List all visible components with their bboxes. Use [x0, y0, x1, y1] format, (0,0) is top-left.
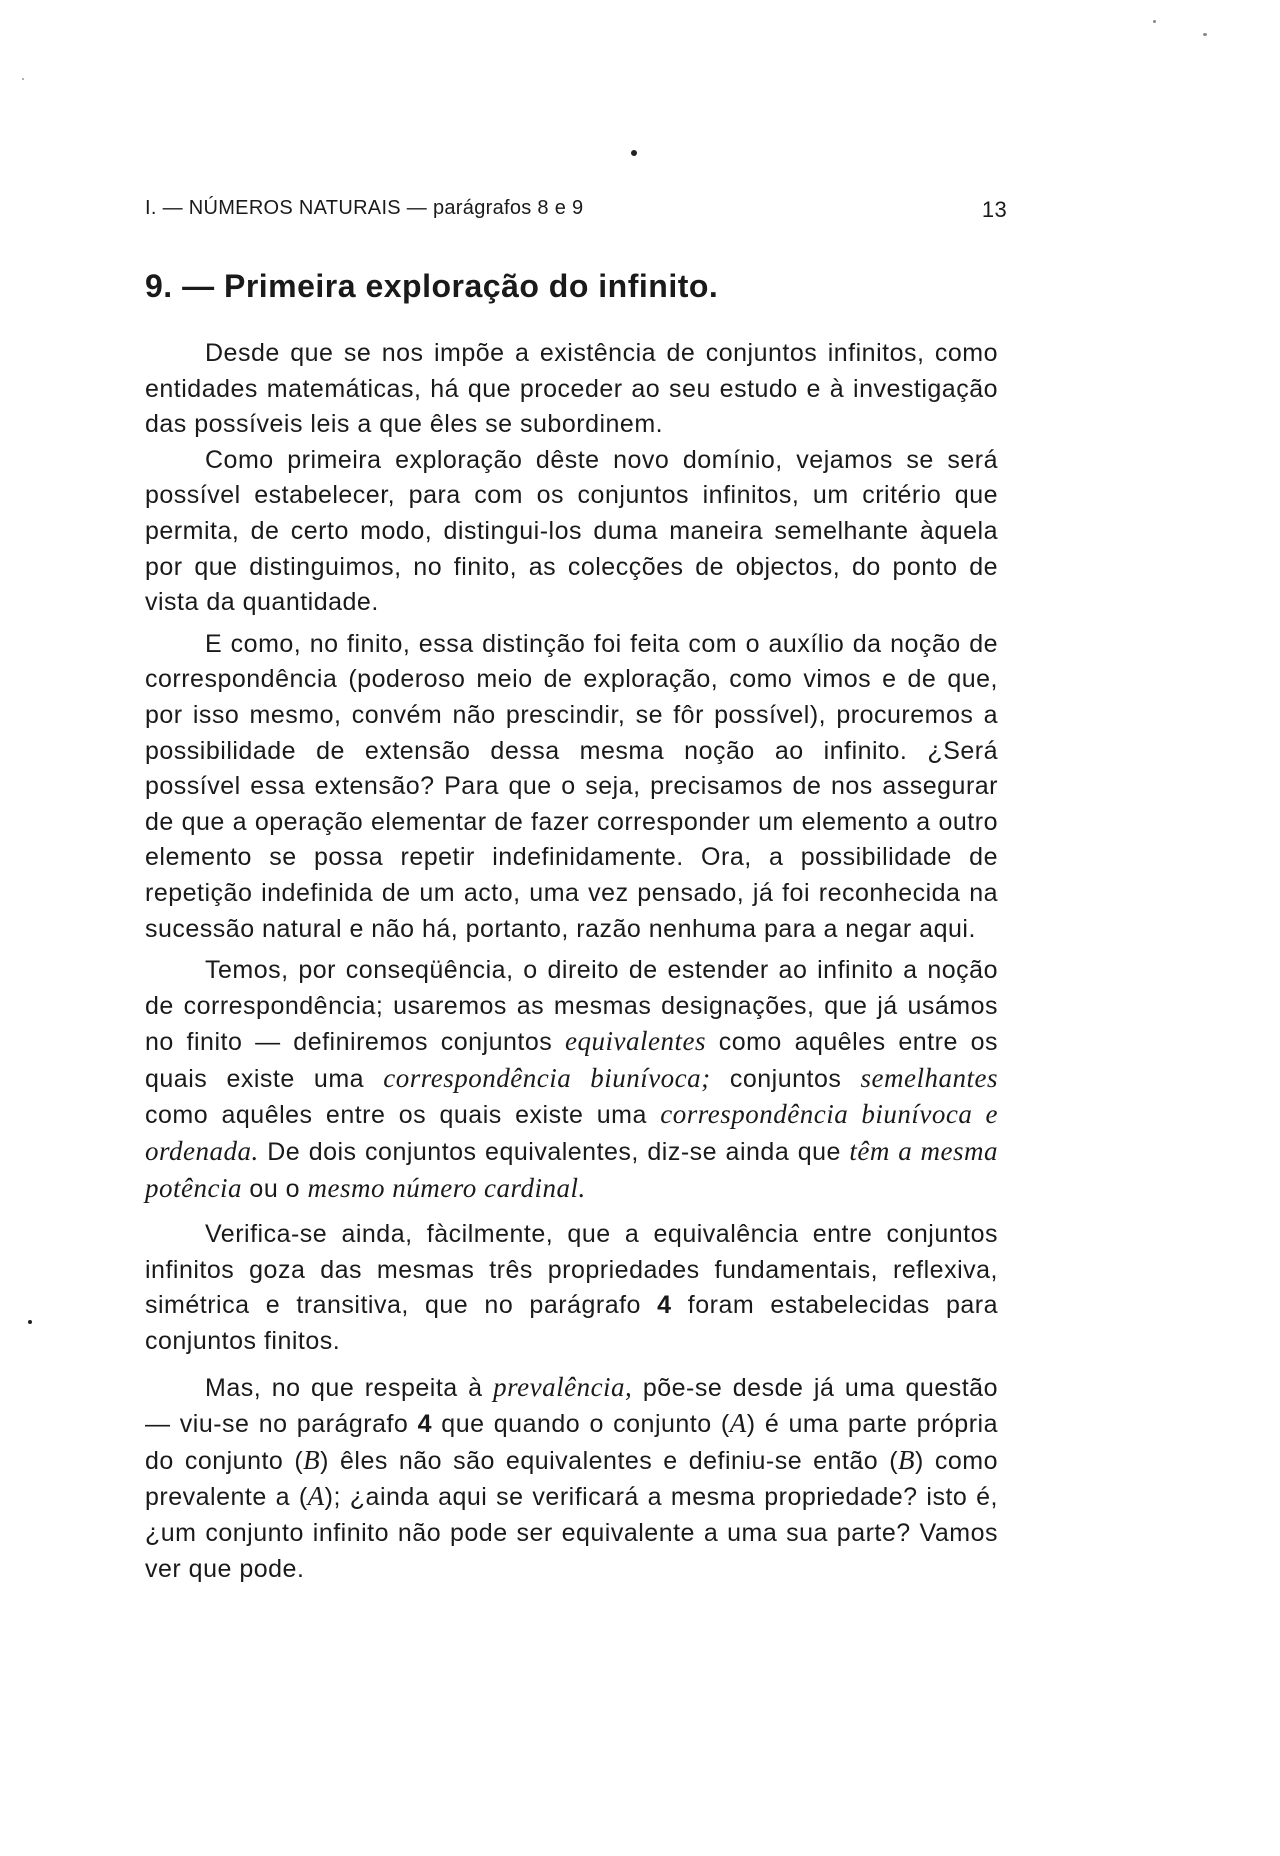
- italic-variable: B: [303, 1444, 321, 1475]
- text-run: que quando o conjunto (: [432, 1410, 730, 1439]
- italic-variable: A: [729, 1408, 747, 1439]
- italic-term: mesmo número cardinal.: [307, 1172, 586, 1203]
- paragraph-4: [145, 953, 998, 1207]
- text-run: Mas, no que respeita à: [205, 1373, 494, 1402]
- scan-speck: [28, 1320, 32, 1324]
- text-run: põe-se desde já uma questão — viu-se no parágrafo: [145, 1373, 998, 1439]
- scan-speck: [1203, 33, 1207, 36]
- paragraph-2: Como primeira exploração dêste novo domínio, vejamos se será possível estabelecer, para com os conjuntos infinitos, um critério que permita, de certo modo, distingui-los duma maneira semelhante àquela por que distinguimos, no finito, as colecções de objectos, do ponto de vista da quantidade.: [145, 445, 998, 617]
- scan-speck: [631, 150, 637, 156]
- bold-reference: 4: [417, 1410, 433, 1439]
- text-run: ) êles não são equivalentes e definiu-se então (: [320, 1446, 899, 1475]
- section-heading: 9. — Primeira exploração do infinito.: [145, 268, 719, 304]
- italic-term: semelhantes: [860, 1062, 998, 1093]
- text-run: ); ¿ainda aqui se verificará a mesma propriedade? isto é, ¿um conjunto infinito não pode ser equivalente a uma sua parte? Vamos ver que pode.: [145, 1483, 999, 1583]
- running-head: [145, 197, 1007, 227]
- italic-variable: B: [898, 1444, 916, 1475]
- page-number: 13: [981, 197, 1007, 222]
- text-run: como aquêles entre os quais existe uma: [145, 1101, 661, 1130]
- text-run: conjuntos: [710, 1064, 861, 1093]
- text-run: Verifica-se ainda, fàcilmente, que a equivalência entre conjuntos infinitos goza das mesmas três propriedades fundamentais, reflexiva, simétrica e transitiva, que no parágrafo: [145, 1220, 998, 1320]
- text-run: ) é uma parte própria do conjunto (: [145, 1410, 998, 1475]
- italic-variable: A: [307, 1481, 325, 1512]
- running-head-chapter: I. — NÚMEROS NATURAIS — parágrafos 8 e 9: [145, 197, 584, 219]
- paragraph-3: E como, no finito, essa distinção foi feita com o auxílio da noção de correspondência (poderoso meio de exploração, como vimos e de que, por isso mesmo, convém não prescindir, se fôr possível), procuremos a possibilidade de extensão dessa mesma noção ao infinito. ¿Será possível essa extensão? Para que o seja, precisamos de nos assegurar de que a operação elementar de fazer corresponder um elemento a outro elemento se possa repetir indefinidamente. Ora, a possibilidade de repetição indefinida de um acto, uma vez pensado, já foi reconhecida na sucessão natural e não há, portanto, razão nenhuma para a negar aqui.: [145, 629, 998, 943]
- text-run: ou o: [241, 1174, 308, 1203]
- text-run: Temos, por conseqüência, o direito de estender ao infinito a noção de correspondência; usaremos as mesmas designações, que já usámos no finito — definiremos conjuntos: [145, 956, 998, 1057]
- italic-term: correspondência biunívoca;: [383, 1062, 711, 1093]
- scan-speck: [22, 78, 24, 80]
- paragraph-6: [145, 1370, 998, 1588]
- text-run: De dois conjuntos equivalentes, diz-se ainda que: [258, 1138, 850, 1167]
- body-text: [145, 336, 998, 1587]
- text-run: foram estabelecidas para conjuntos finitos.: [145, 1291, 998, 1356]
- paragraph-5: [145, 1217, 998, 1359]
- italic-term: correspondência biunívoca e ordenada.: [145, 1099, 998, 1167]
- italic-term: prevalência,: [493, 1371, 633, 1402]
- scan-speck: [1153, 20, 1156, 23]
- text-run: ) como prevalente a (: [145, 1446, 998, 1512]
- bold-reference: 4: [657, 1291, 672, 1320]
- italic-term: equivalentes: [565, 1026, 706, 1057]
- text-run: como aquêles entre os quais existe uma: [145, 1028, 998, 1093]
- paragraph-1: Desde que se nos impõe a existência de conjuntos infinitos, como entidades matemáticas, há que proceder ao seu estudo e à investigação das possíveis leis a que êles se subordinem.: [145, 339, 998, 439]
- italic-term: têm a mesma potência: [145, 1136, 998, 1203]
